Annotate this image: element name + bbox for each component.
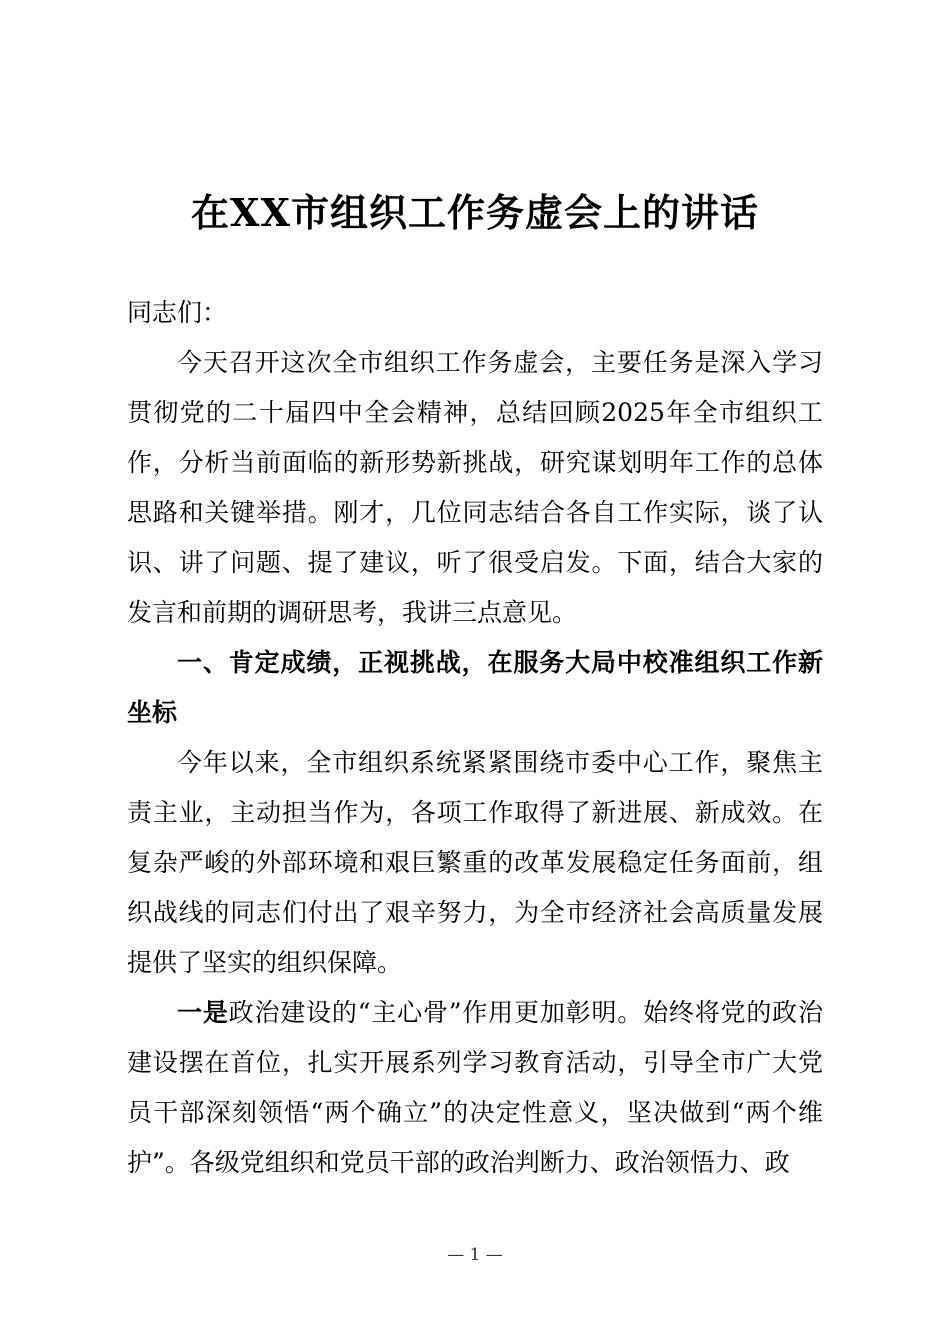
page-number: — 1 — xyxy=(447,1245,503,1265)
point-1-text: 政治建设的“主心骨”作用更加彰明。始终将党的政治建设摆在首位，扎实开展系列学习教育活动，引导全市广大党员干部深刻领悟“两个确立”的决定性意义，坚决做到“两个维护”。各级党组织和党员干部的政治判断力、政治领悟力、政 xyxy=(127,998,823,1177)
achievements-paragraph: 今年以来，全市组织系统紧紧围绕市委中心工作，聚焦主责主业，主动担当作为，各项工作取得了新进展、新成效。在复杂严峻的外部环境和艰巨繁重的改革发展稳定任务面前，组织战线的同志们付出了艰辛努力，为全市经济社会高质量发展提供了坚实的组织保障。 xyxy=(127,748,823,977)
salutation: 同志们： xyxy=(127,298,228,327)
point-1-paragraph xyxy=(127,988,823,1188)
section-heading-1: 一、肯定成绩，正视挑战，在服务大局中校准组织工作新坐标 xyxy=(127,648,823,727)
document-title: 在XX市组织工作务虚会上的讲话 xyxy=(191,190,759,235)
document-body xyxy=(127,288,823,1188)
intro-paragraph: 今天召开这次全市组织工作务虚会，主要任务是深入学习贯彻党的二十届四中全会精神，总结回顾2025年全市组织工作，分析当前面临的新形势新挑战，研究谋划明年工作的总体思路和关键举措。刚才，几位同志结合各自工作实际，谈了认识、讲了问题、提了建议，听了很受启发。下面，结合大家的发言和前期的调研思考，我讲三点意见。 xyxy=(127,348,823,627)
point-1-lead: 一是 xyxy=(177,998,229,1027)
